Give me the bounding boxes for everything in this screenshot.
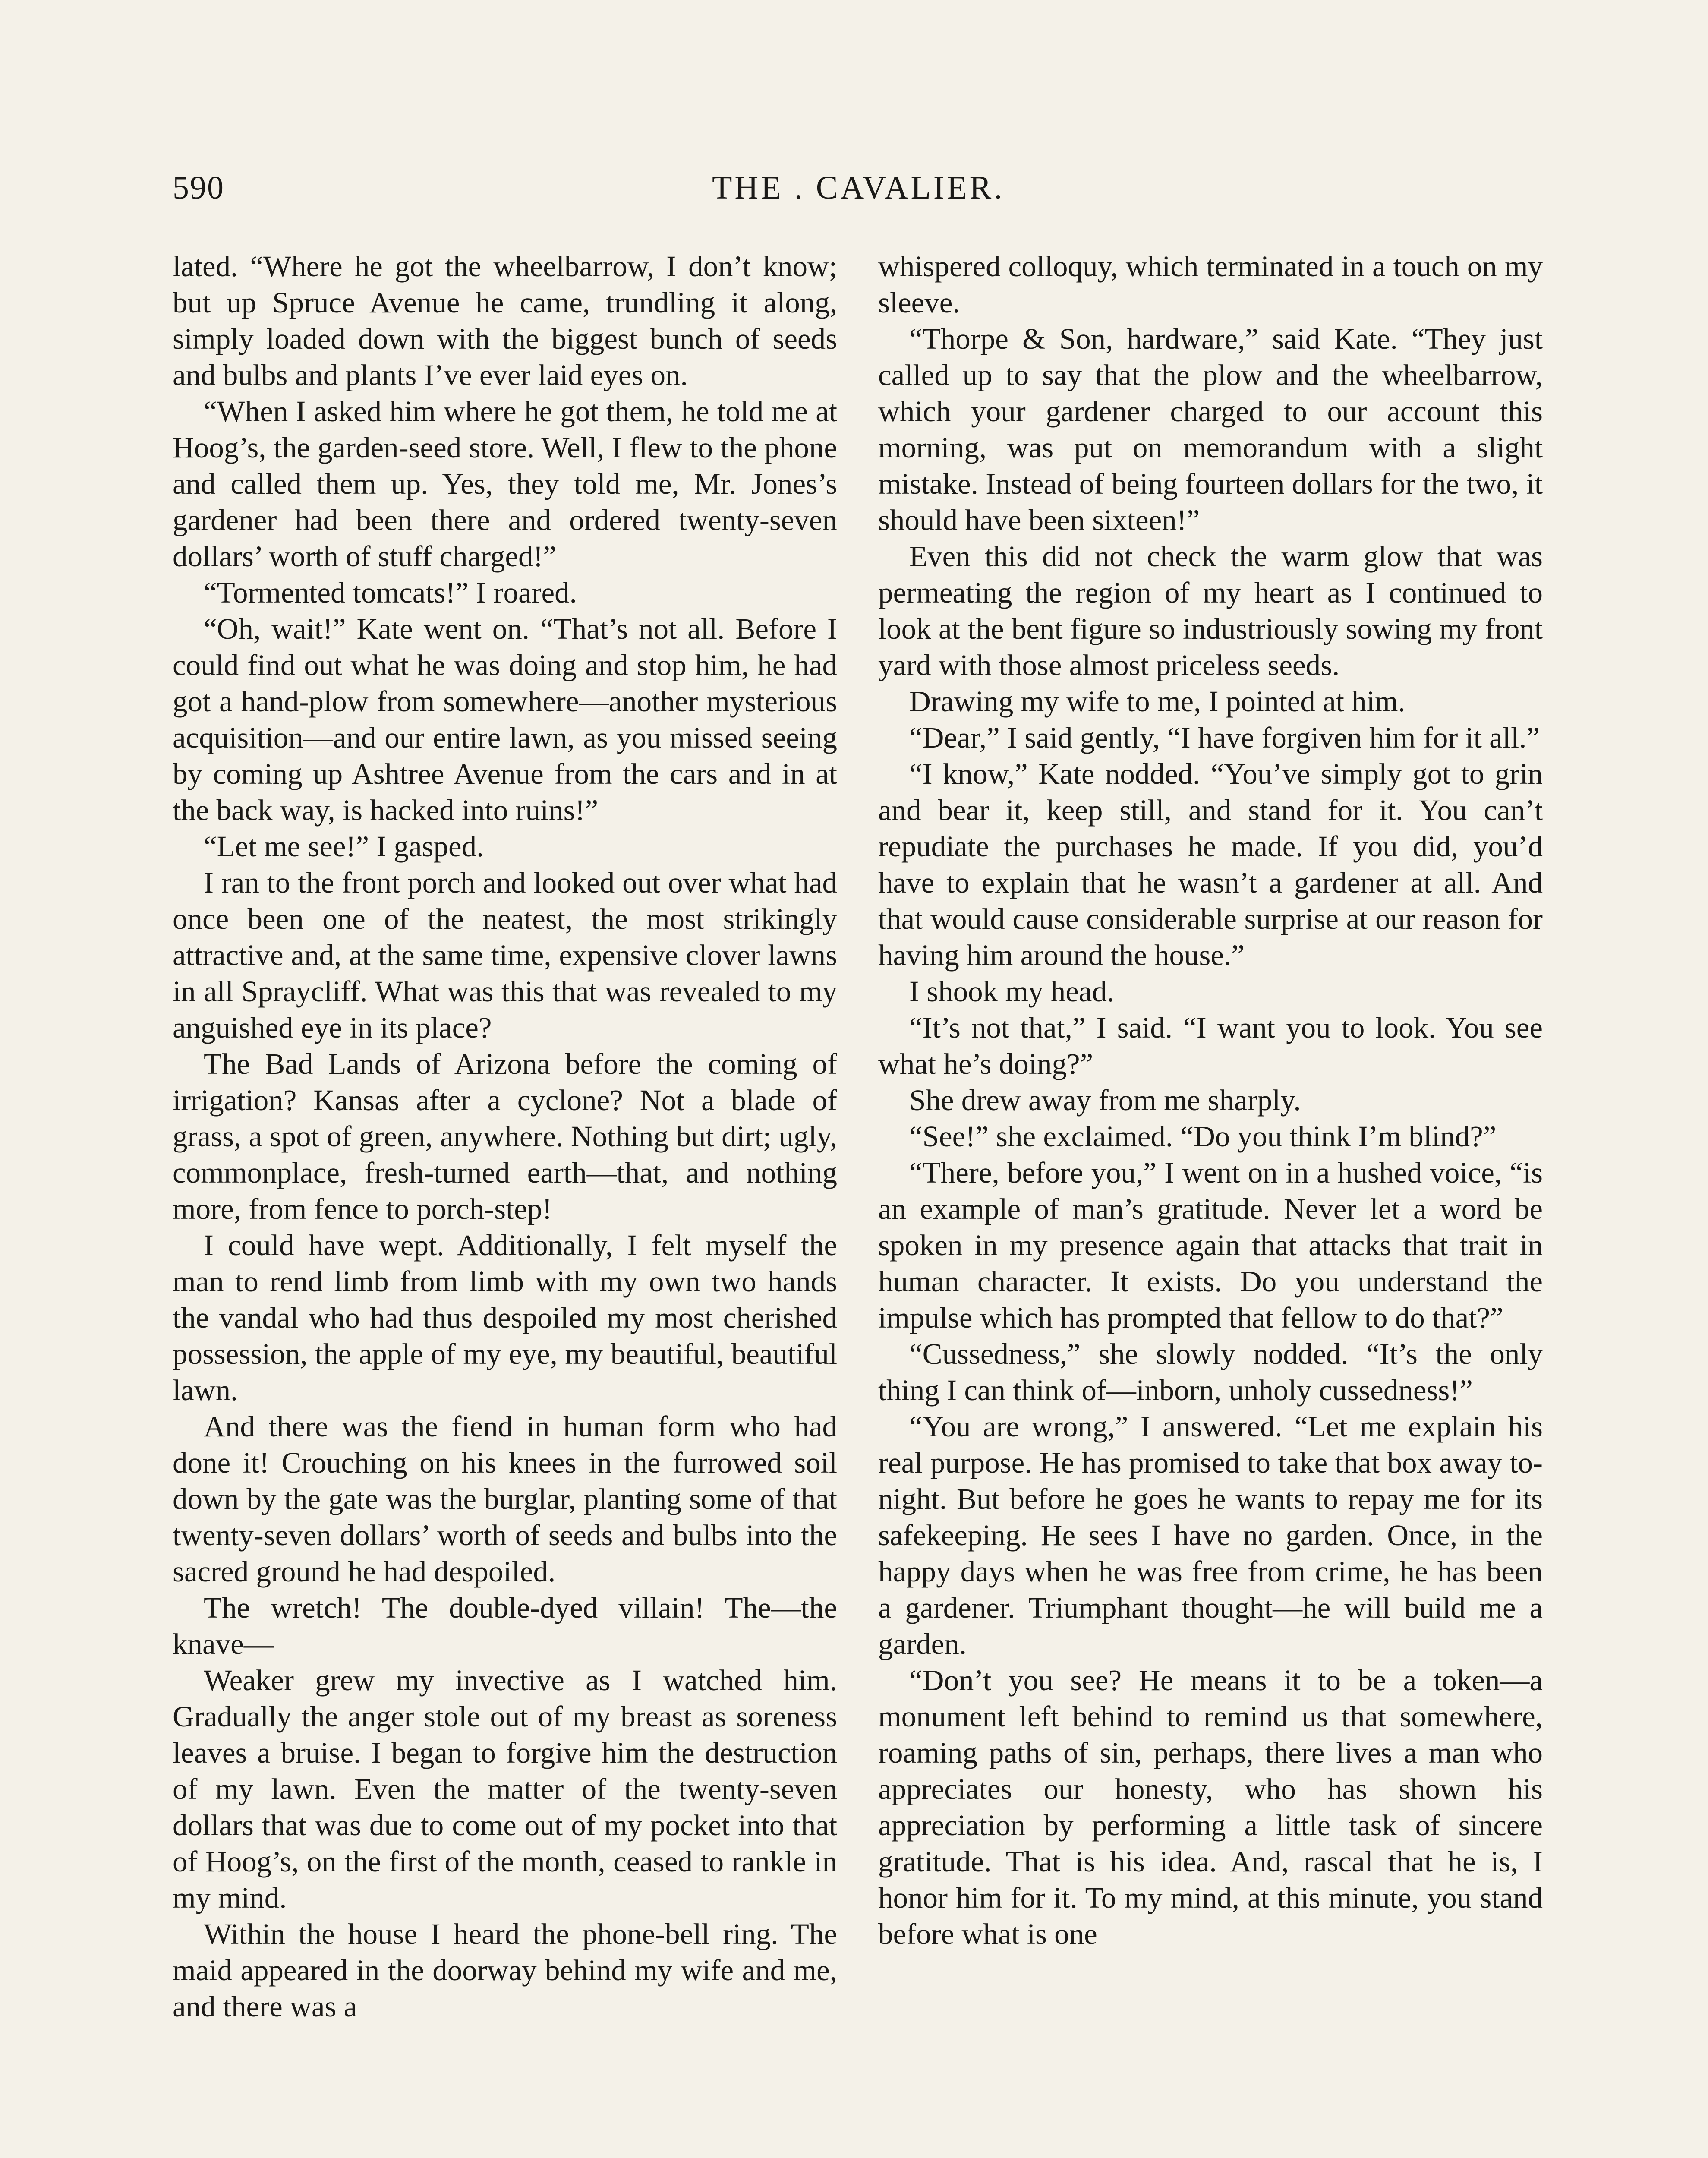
- paragraph: I shook my head.: [909, 975, 1115, 1008]
- paragraph: “Oh, wait!” Kate went on. “That’s not all. Before I could find out what he was doing and stop him, he had got a hand-plow from somewhere—another mysterious acquisition—and our entire lawn, as you missed seeing by coming up Ashtree Avenue from the cars and in at the back way, is hacked into ruins!”: [173, 612, 837, 827]
- paragraph: “Dear,” I said gently, “I have forgiven him for it all.”: [909, 721, 1540, 754]
- paragraph: I could have wept. Additionally, I felt myself the man to rend limb from limb with my own two hands the vandal who had thus despoiled my most cherished possession, the apple of my eye, my beautiful, beautiful lawn.: [173, 1229, 837, 1407]
- paragraph: “Don’t you see? He means it to be a token—a monument left behind to remind us that somewhere, roaming paths of sin, perhaps, there lives a man who appreciates our honesty, who has shown his appreciation by performing a little task of sincere gratitude. That is his idea. And, rascal that he is, I honor him for it. To my mind, at this minute, you stand before what is one: [878, 1664, 1543, 1950]
- paragraph: Drawing my wife to me, I pointed at him.: [909, 685, 1405, 718]
- paragraph: Within the house I heard the phone-bell ring. The maid appeared in the doorway behind my wife and me, and there was a: [173, 1918, 837, 2023]
- paragraph: The Bad Lands of Arizona before the coming of irrigation? Kansas after a cyclone? Not a blade of grass, a spot of green, anywhere. Nothing but dirt; ugly, commonplace, fresh-turned earth—that, and nothing more, from fence to porch-step!: [173, 1047, 837, 1225]
- paragraph: “You are wrong,” I answered. “Let me explain his real purpose. He has promised to take that box away to-night. But before he goes he wants to repay me for its safekeeping. He sees I have no garden. Once, in the happy days when he was free from crime, he has been a gardener. Triumphant thought—he will build me a garden.: [878, 1410, 1543, 1660]
- paragraph: And there was the fiend in human form who had done it! Crouching on his knees in the furrowed soil down by the gate was the burglar, planting some of that twenty-seven dollars’ worth of seeds and bulbs into the sacred ground he had despoiled.: [173, 1410, 837, 1588]
- paragraph: “Tormented tomcats!” I roared.: [204, 576, 577, 609]
- paragraph: “I know,” Kate nodded. “You’ve simply got to grin and bear it, keep still, and stand for it. You can’t repudiate the purchases he made. If you did, you’d have to explain that he wasn’t a gardener at all. And that would cause considerable surprise at our reason for having him around the house.”: [878, 757, 1543, 972]
- paragraph: whispered colloquy, which terminated in a touch on my sleeve.: [878, 250, 1543, 319]
- paragraph: I ran to the front porch and looked out over what had once been one of the neatest, the most strikingly attractive and, at the same time, expensive clover lawns in all Spraycliff. What was this that was revealed to my anguished eye in its place?: [173, 866, 837, 1044]
- running-head: THE . CAVALIER.: [712, 170, 1005, 206]
- paragraph: Even this did not check the warm glow that was permeating the region of my heart as I continued to look at the bent figure so industriously sowing my front yard with those almost priceless seeds.: [878, 540, 1543, 681]
- page-number: 590: [173, 170, 224, 206]
- paragraph: “Cussedness,” she slowly nodded. “It’s the only thing I can think of—inborn, unholy cussedness!”: [878, 1338, 1543, 1407]
- paragraph: “See!” she exclaimed. “Do you think I’m blind?”: [909, 1120, 1497, 1153]
- page-header: [173, 164, 1536, 211]
- paragraph: “Let me see!” I gasped.: [204, 830, 484, 863]
- left-column: [173, 248, 837, 2025]
- paragraph: Weaker grew my invective as I watched him. Gradually the anger stole out of my breast as soreness leaves a bruise. I began to forgive him the destruction of my lawn. Even the matter of the twenty-seven dollars that was due to come out of my pocket into that of Hoog’s, on the first of the month, ceased to rankle in my mind.: [173, 1664, 837, 1914]
- right-column: [878, 248, 1543, 1952]
- paragraph: “Thorpe & Son, hardware,” said Kate. “They just called up to say that the plow and the wheelbarrow, which your gardener charged to our account this morning, was put on memorandum with a slight mistake. Instead of being fourteen dollars for the two, it should have been sixteen!”: [878, 322, 1543, 536]
- paragraph: lated. “Where he got the wheelbarrow, I don’t know; but up Spruce Avenue he came, trundling it along, simply loaded down with the biggest bunch of seeds and bulbs and plants I’ve ever laid eyes on.: [173, 250, 837, 391]
- paragraph: “There, before you,” I went on in a hushed voice, “is an example of man’s gratitude. Never let a word be spoken in my presence again that attacks that trait in human character. It exists. Do you understand the impulse which has prompted that fellow to do that?”: [878, 1156, 1543, 1334]
- paragraph: “When I asked him where he got them, he told me at Hoog’s, the garden-seed store. Well, I flew to the phone and called them up. Yes, they told me, Mr. Jones’s gardener had been there and ordered twenty-seven dollars’ worth of stuff charged!”: [173, 395, 837, 573]
- paragraph: She drew away from me sharply.: [909, 1084, 1301, 1117]
- paragraph: “It’s not that,” I said. “I want you to look. You see what he’s doing?”: [878, 1011, 1543, 1080]
- paragraph: The wretch! The double-dyed villain! The—the knave—: [173, 1591, 837, 1660]
